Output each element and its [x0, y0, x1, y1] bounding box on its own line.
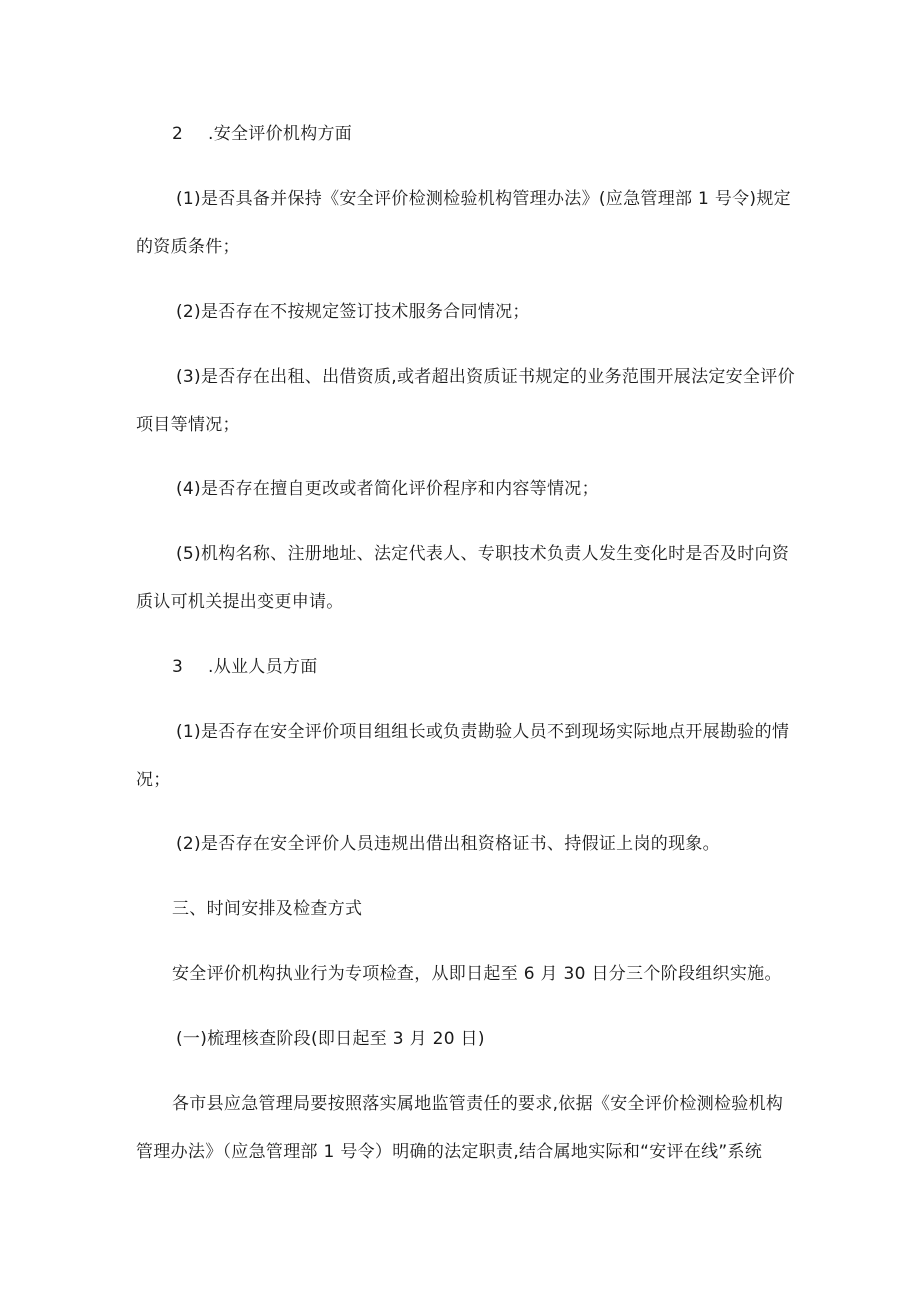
section2-item3-line1: (3)是否存在出租、出借资质,或者超出资质证书规定的业务范围开展法定安全评价: [176, 367, 795, 387]
section2-heading: [172, 106, 832, 163]
section2-item5-line2: 质认可机关提出变更申请。: [136, 592, 344, 612]
section2-title: .安全评价机构方面: [208, 124, 353, 144]
part3-intro: 安全评价机构执业行为专项检查，从即日起至 6 月 30 日分三个阶段组织实施。: [172, 964, 782, 984]
part3-body-line1: 各市县应急管理局要按照落实属地监管责任的要求,依据《安全评价检测检验机构: [172, 1094, 784, 1114]
section3-item1-line1: (1)是否存在安全评价项目组组长或负责勘验人员不到现场实际地点开展勘验的情: [176, 722, 790, 742]
part3-stage1: (一)梳理核查阶段(即日起至 3 月 20 日): [176, 1029, 485, 1049]
section3-item2: (2)是否存在安全评价人员违规出借出租资格证书、持假证上岗的现象。: [176, 834, 720, 854]
section3-heading: [172, 639, 832, 696]
section2-number: 2: [172, 124, 184, 144]
section2-item5-line1: (5)机构名称、注册地址、法定代表人、专职技术负责人发生变化时是否及时向资: [176, 544, 790, 564]
section2-item1-line1: (1)是否具备并保持《安全评价检测检验机构管理办法》(应急管理部 1 号令)规定: [176, 189, 791, 209]
section2-item4: (4)是否存在擅自更改或者简化评价程序和内容等情况；: [176, 479, 599, 499]
part3-title: 三、时间安排及检查方式: [172, 899, 363, 919]
section2-item1-line2: 的资质条件；: [136, 237, 240, 257]
part3-body-line2: 管理办法》（应急管理部 1 号令）明确的法定职责,结合属地实际和“安评在线”系统: [136, 1142, 763, 1162]
section3-title: .从业人员方面: [208, 657, 318, 677]
section3-number: 3: [172, 657, 184, 677]
section2-item3-line2: 项目等情况；: [136, 415, 240, 435]
section2-item2: (2)是否存在不按规定签订技术服务合同情况；: [176, 302, 530, 322]
section3-item1-line2: 况；: [136, 770, 171, 790]
